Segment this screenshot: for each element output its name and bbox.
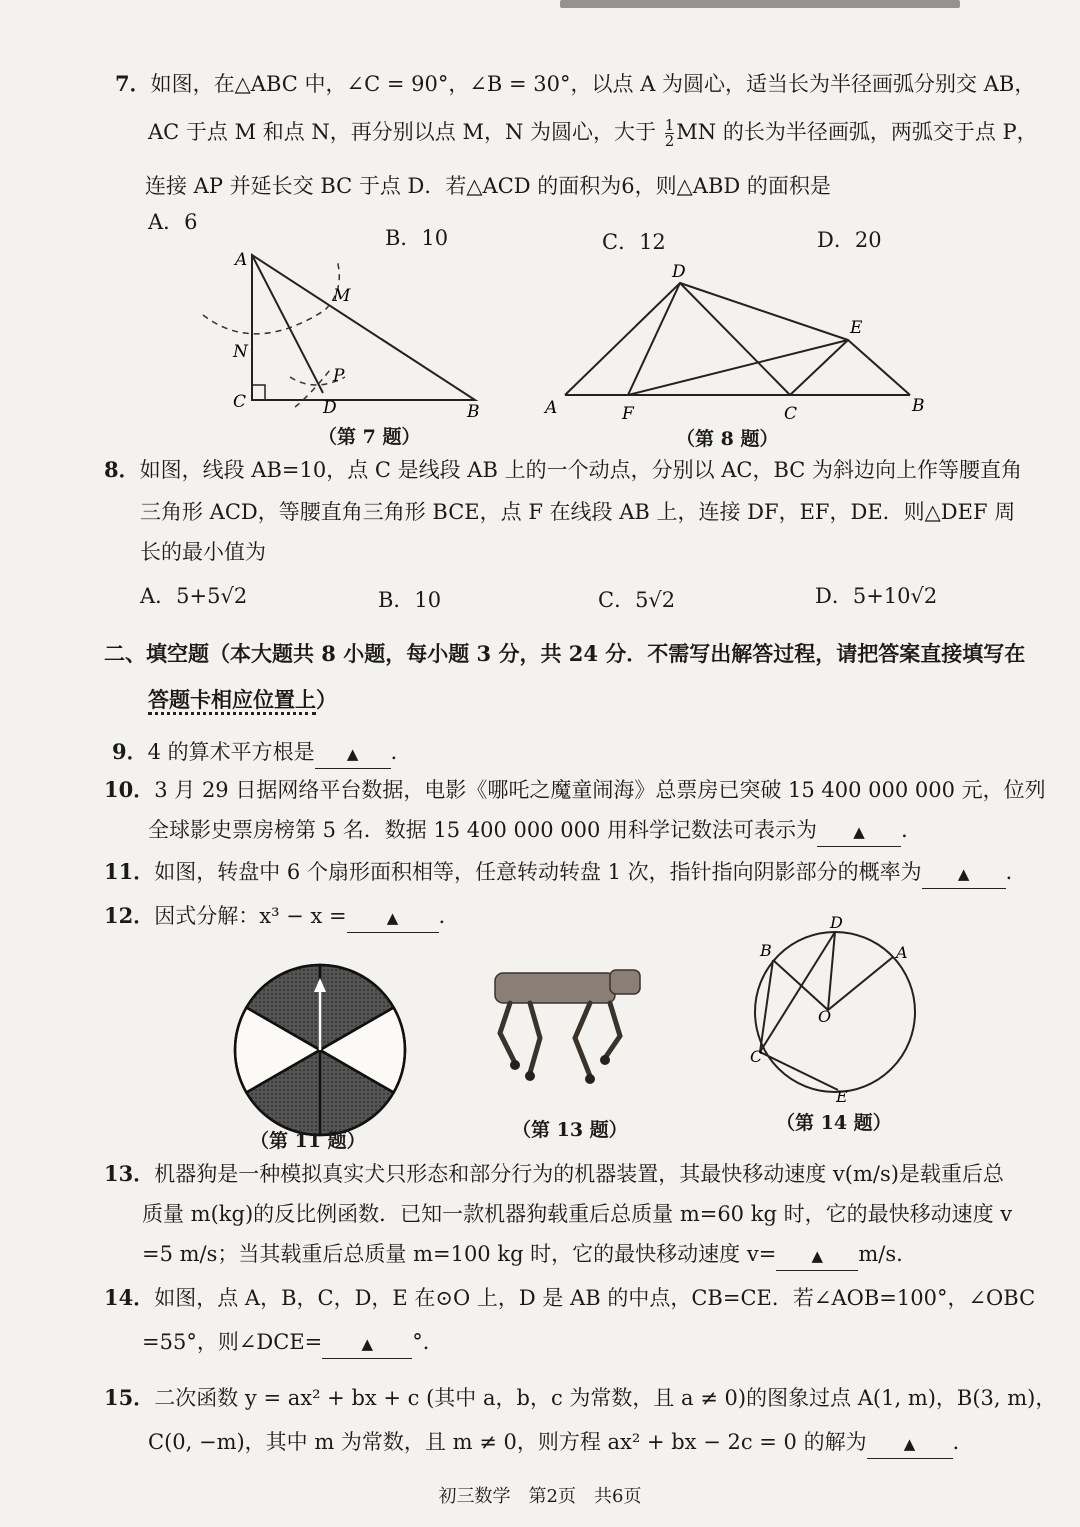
q14-number: 14． bbox=[104, 1285, 155, 1310]
q14-line1 bbox=[104, 1284, 1035, 1312]
q10-line1 bbox=[104, 776, 1046, 804]
q11-end: ． bbox=[1005, 860, 1027, 884]
robot-leg bbox=[530, 1003, 540, 1073]
label-a: A bbox=[896, 943, 908, 962]
q13-text2: 质量 m(kg)的反比例函数．已知一款机器狗载重后总质量 m=60 kg 时，它的最快移动速度 v bbox=[142, 1202, 1013, 1226]
q14-end: °． bbox=[412, 1330, 444, 1354]
label-b: B bbox=[760, 941, 772, 960]
q8-number: 8． bbox=[104, 457, 140, 482]
page-footer: 初三数学 第2页 共6页 bbox=[438, 1486, 642, 1507]
right-angle-mark bbox=[252, 385, 265, 400]
q15-text2: C(0, −m)，其中 m 为常数，且 m ≠ 0，则方程 ax² + bx − 2c = 0 的解为 bbox=[148, 1430, 867, 1454]
q11-number: 11． bbox=[104, 859, 155, 884]
section-2-line2 bbox=[148, 686, 337, 714]
q7-line2 bbox=[148, 118, 1038, 149]
robot-head bbox=[610, 970, 640, 994]
label-n: N bbox=[233, 342, 248, 362]
q10-line2 bbox=[148, 816, 922, 847]
robot-body bbox=[495, 973, 615, 1003]
q10-text1: 3 月 29 日据网络平台数据，电影《哪吒之魔童闹海》总票房已突破 15 400 000 000 元，位列 bbox=[154, 778, 1046, 802]
caption-fig7: （第 7 题） bbox=[318, 426, 421, 448]
label-d: D bbox=[323, 398, 337, 418]
label-f: F bbox=[622, 404, 634, 424]
triangle-marker: ▲ bbox=[346, 745, 359, 763]
figure-8 bbox=[540, 255, 940, 425]
q10-number: 10． bbox=[104, 777, 155, 802]
q7-number: 7． bbox=[115, 71, 151, 96]
robot-leg bbox=[605, 1003, 620, 1058]
q15-answer-blank bbox=[867, 1428, 953, 1459]
q7-frac-den: 2 bbox=[664, 132, 675, 150]
triangle-marker: ▲ bbox=[853, 823, 865, 841]
q7-text3: 连接 AP 并延长交 BC 于点 D．若△ACD 的面积为6，则△ABD 的面积是 bbox=[145, 174, 831, 198]
q15-text1: 二次函数 y = ax² + bx + c (其中 a，b，c 为常数，且 a ≠ 0)的图象过点 A(1, m)，B(3, m)， bbox=[154, 1386, 1057, 1410]
q7-option-d: D．20 bbox=[817, 228, 882, 252]
label-c: C bbox=[233, 392, 247, 412]
q10-text2: 全球影史票房榜第 5 名．数据 15 400 000 000 用科学记数法可表示为 bbox=[148, 818, 818, 842]
figure-14-circle bbox=[738, 912, 938, 1107]
q7-option-c: C．12 bbox=[602, 230, 666, 254]
label-m: M bbox=[333, 286, 351, 306]
q7-text1: 如图，在△ABC 中，∠C = 90°，∠B = 30°，以点 A 为圆心，适当长为半径画弧分别交 AB， bbox=[150, 72, 1036, 96]
arc-mn bbox=[203, 260, 339, 334]
label-e: E bbox=[850, 318, 863, 338]
robot-leg bbox=[575, 1003, 590, 1076]
q8-option-b: B．10 bbox=[378, 588, 442, 612]
q13-line3 bbox=[142, 1240, 903, 1271]
q12-end: ． bbox=[438, 904, 460, 928]
label-c: C bbox=[784, 404, 798, 424]
label-d: D bbox=[672, 262, 686, 282]
triangle-marker: ▲ bbox=[386, 909, 399, 927]
q7-text2: AC 于点 M 和点 N，再分别以点 M，N 为圆心，大于 bbox=[148, 120, 657, 144]
q15-line2 bbox=[148, 1428, 974, 1459]
q11 bbox=[104, 858, 1027, 889]
label-c: C bbox=[750, 1047, 763, 1066]
q14-text2: =55°，则∠DCE= bbox=[142, 1330, 323, 1354]
triangle-marker: ▲ bbox=[361, 1335, 374, 1353]
q7-line1 bbox=[115, 70, 1035, 98]
section-2-end: ） bbox=[316, 687, 337, 712]
q8-text3: 长的最小值为 bbox=[140, 540, 266, 564]
header-strip bbox=[560, 0, 960, 12]
robot-leg bbox=[500, 1003, 515, 1063]
q14-answer-blank bbox=[322, 1328, 412, 1359]
line-de bbox=[680, 283, 848, 340]
q11-text: 如图，转盘中 6 个扇形面积相等，任意转动转盘 1 次，指针指向阴影部分的概率为 bbox=[154, 860, 922, 884]
q12-number: 12． bbox=[104, 903, 155, 928]
triangle-acd bbox=[565, 283, 790, 395]
label-a: A bbox=[235, 250, 248, 270]
q14-text1: 如图，点 A，B，C，D，E 在⊙O 上，D 是 AB 的中点，CB=CE．若∠AOB=100°，∠OBC bbox=[154, 1286, 1036, 1310]
q15-line1 bbox=[104, 1384, 1056, 1412]
q8-option-c: C．5√2 bbox=[598, 588, 676, 612]
triangle-marker: ▲ bbox=[811, 1247, 824, 1265]
q7-option-b: B．10 bbox=[385, 226, 449, 250]
q12-answer-blank bbox=[347, 902, 439, 933]
caption-fig13: （第 13 题） bbox=[512, 1119, 628, 1141]
triangle-abc bbox=[252, 255, 475, 400]
q12-text: 因式分解：x³ − x = bbox=[154, 904, 347, 928]
q13-line1 bbox=[104, 1160, 1004, 1188]
q9-text: 4 的算术平方根是 bbox=[147, 740, 315, 764]
q8-text2: 三角形 ACD，等腰直角三角形 BCE，点 F 在线段 AB 上，连接 DF，EF，DE．则△DEF 周 bbox=[140, 500, 1016, 524]
q8-option-a: A．5+5√2 bbox=[140, 584, 248, 608]
q8-text1: 如图，线段 AB=10，点 C 是线段 AB 上的一个动点，分别以 AC，BC 为斜边向上作等腰直角 bbox=[139, 458, 1023, 482]
caption-fig11: （第 11 题） bbox=[250, 1130, 366, 1152]
line-ef bbox=[628, 340, 848, 395]
triangle-bce bbox=[790, 340, 910, 395]
q12 bbox=[104, 902, 460, 933]
label-e: E bbox=[836, 1087, 848, 1106]
circle-o bbox=[755, 932, 915, 1092]
q7-text2b: MN 的长为半径画弧，两弧交于点 P， bbox=[676, 120, 1038, 144]
figure-7 bbox=[195, 245, 505, 425]
q11-answer-blank bbox=[922, 858, 1006, 889]
label-p: P bbox=[333, 366, 345, 386]
q13-line2 bbox=[142, 1200, 1012, 1228]
section-2-title: 二、填空题（本大题共 8 小题，每小题 3 分，共 24 分．不需写出解答过程，请把答案直接填写在 bbox=[104, 641, 1026, 666]
label-b: B bbox=[467, 402, 480, 422]
q15-end: ． bbox=[952, 1430, 974, 1454]
q15-number: 15． bbox=[104, 1385, 155, 1410]
q8-line2 bbox=[140, 498, 1015, 526]
caption-fig14: （第 14 题） bbox=[776, 1112, 892, 1134]
q13-text1: 机器狗是一种模拟真实犬只形态和部分行为的机器装置，其最快移动速度 v(m/s)是载重后总 bbox=[154, 1162, 1004, 1186]
q10-answer-blank bbox=[817, 816, 901, 847]
label-o: O bbox=[818, 1007, 832, 1026]
figure-13-robot-dog bbox=[480, 958, 660, 1098]
section-2-dotted: 答题卡相应位置上 bbox=[148, 687, 316, 715]
q7-frac-num: 1 bbox=[664, 116, 675, 134]
q13-text3: =5 m/s；当其载重后总质量 m=100 kg 时，它的最快移动速度 v= bbox=[142, 1242, 777, 1266]
line-ad bbox=[252, 255, 323, 393]
caption-fig8: （第 8 题） bbox=[676, 428, 779, 450]
q8-line1 bbox=[104, 456, 1022, 484]
q9-number: 9． bbox=[112, 739, 148, 764]
q13-answer-blank bbox=[776, 1240, 858, 1271]
q13-end: m/s. bbox=[858, 1242, 903, 1266]
q10-end: ． bbox=[901, 818, 923, 842]
q7-option-a: A．6 bbox=[148, 210, 198, 234]
label-d: D bbox=[830, 913, 843, 932]
figure-11-spinner bbox=[230, 960, 410, 1140]
q13-number: 13． bbox=[104, 1161, 155, 1186]
q9-end: ． bbox=[390, 740, 412, 764]
q9-answer-blank bbox=[315, 738, 391, 769]
q14-line2 bbox=[142, 1328, 444, 1359]
q7-fraction bbox=[665, 118, 675, 149]
line-df bbox=[628, 283, 680, 395]
label-b: B bbox=[912, 396, 925, 416]
q8-option-d: D．5+10√2 bbox=[815, 584, 938, 608]
q9 bbox=[112, 738, 412, 769]
q8-line3 bbox=[140, 538, 266, 566]
triangle-marker: ▲ bbox=[957, 865, 970, 883]
label-a: A bbox=[545, 398, 558, 418]
segment-do bbox=[828, 932, 835, 1010]
triangle-marker: ▲ bbox=[903, 1435, 916, 1453]
q7-line3 bbox=[145, 172, 831, 200]
